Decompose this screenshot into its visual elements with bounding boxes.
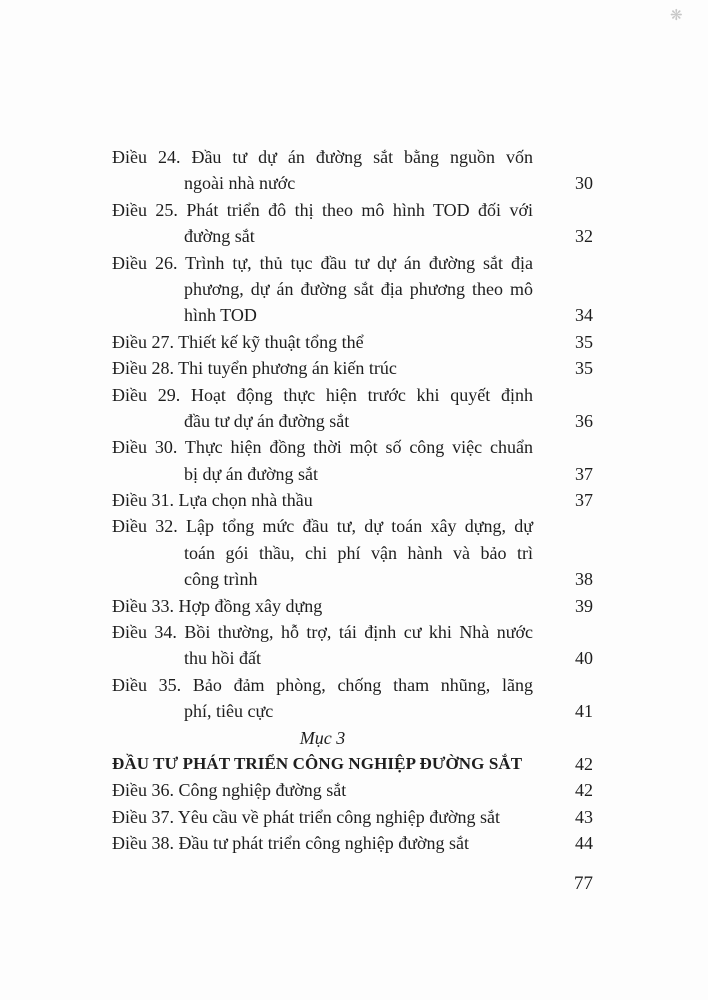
toc-entry	[112, 382, 593, 435]
toc-line: Điều 27. Thiết kế kỹ thuật tổng thể	[112, 331, 364, 352]
toc-entry-text	[112, 830, 533, 856]
toc-line: Điều 31. Lựa chọn nhà thầu	[112, 490, 313, 511]
toc-line: phương, dự án đường sắt địa phương theo mô	[184, 278, 533, 299]
section-label: Mục 3	[299, 727, 346, 748]
toc-entry	[112, 593, 593, 619]
toc-line: ĐẦU TƯ PHÁT TRIỂN CÔNG NGHIỆP ĐƯỜNG SẮT	[112, 753, 523, 773]
toc-page-number: 37	[575, 463, 593, 484]
toc-page-number: 30	[575, 173, 593, 194]
toc-line: Điều 26. Trình tự, thủ tục đầu tư dự án đường sắt địa	[112, 252, 533, 273]
toc-entry	[112, 197, 593, 250]
toc-line: phí, tiêu cực	[184, 701, 274, 722]
toc-entry-text	[112, 355, 533, 381]
toc-line: Điều 36. Công nghiệp đường sắt	[112, 780, 347, 801]
section-heading-entry	[112, 751, 593, 777]
toc-line: Điều 33. Hợp đồng xây dựng	[112, 595, 323, 616]
toc-page-number: 39	[575, 595, 593, 616]
toc-line: hình TOD	[184, 305, 257, 326]
toc-entry	[112, 804, 593, 830]
toc-line: thu hồi đất	[184, 648, 261, 669]
toc-entry-text	[112, 250, 533, 329]
toc-line: công trình	[184, 569, 258, 590]
toc-page-number: 42	[575, 753, 593, 774]
toc-entry	[112, 487, 593, 513]
toc-entry-text	[112, 329, 533, 355]
page-number-folio: 77	[574, 873, 593, 894]
toc-line: Điều 25. Phát triển đô thị theo mô hình TOD đối với	[112, 199, 533, 220]
toc-entry	[112, 513, 593, 592]
toc-entry-text	[112, 804, 533, 830]
toc-entry-text	[112, 593, 533, 619]
toc-entry-text	[112, 513, 533, 592]
toc-entry-text	[112, 487, 533, 513]
toc-page-number: 35	[575, 331, 593, 352]
toc-line: toán gói thầu, chi phí vận hành và bảo trì	[184, 542, 533, 563]
toc-line: Điều 34. Bồi thường, hỗ trợ, tái định cư khi Nhà nước	[112, 622, 533, 643]
toc-line: Điều 28. Thi tuyển phương án kiến trúc	[112, 358, 397, 379]
toc-page-number: 41	[575, 701, 593, 722]
toc-entry	[112, 672, 593, 725]
toc-line: Điều 35. Bảo đảm phòng, chống tham nhũng, lãng	[112, 674, 533, 695]
toc-entry	[112, 355, 593, 381]
toc-entry-text	[112, 382, 533, 435]
toc-line: đầu tư dự án đường sắt	[184, 410, 350, 431]
toc-line: Điều 29. Hoạt động thực hiện trước khi quyết định	[112, 384, 533, 405]
toc-entry	[112, 434, 593, 487]
toc-page-number: 32	[575, 226, 593, 247]
toc-entry-text	[112, 672, 533, 725]
toc-page-number: 40	[575, 648, 593, 669]
toc-line: Điều 38. Đầu tư phát triển công nghiệp đường sắt	[112, 833, 469, 854]
toc-entry	[112, 619, 593, 672]
toc-entry	[112, 329, 593, 355]
toc-entry	[112, 830, 593, 856]
flower-decoration-icon: ❋	[670, 8, 683, 24]
toc-page-number: 36	[575, 410, 593, 431]
toc-line: Điều 32. Lập tổng mức đầu tư, dự toán xây dựng, dự	[112, 516, 533, 537]
toc-page-number: 42	[575, 780, 593, 801]
toc-entry-text	[112, 197, 533, 250]
toc-entry-text	[112, 144, 533, 197]
toc-entry-text	[112, 777, 533, 803]
toc-page-number: 43	[575, 806, 593, 827]
toc-page-number: 38	[575, 569, 593, 590]
toc-entry-text	[112, 434, 533, 487]
toc-page-number: 34	[575, 305, 593, 326]
toc-line: đường sắt	[184, 226, 255, 247]
table-of-contents	[112, 144, 593, 857]
toc-page-number: 37	[575, 490, 593, 511]
toc-entry-text	[112, 619, 533, 672]
toc-line: Điều 30. Thực hiện đồng thời một số công việc chuẩn	[112, 437, 533, 458]
toc-line: Điều 24. Đầu tư dự án đường sắt bằng nguồn vốn	[112, 147, 533, 167]
toc-entry	[112, 250, 593, 329]
toc-line: ngoài nhà nước	[184, 173, 296, 194]
toc-entry	[112, 144, 593, 197]
toc-entry	[112, 777, 593, 803]
toc-line: bị dự án đường sắt	[184, 463, 319, 484]
toc-page-number: 44	[575, 833, 593, 854]
toc-line: Điều 37. Yêu cầu về phát triển công nghiệp đường sắt	[112, 806, 501, 827]
toc-entry-text	[112, 751, 533, 777]
toc-page-number: 35	[575, 358, 593, 379]
